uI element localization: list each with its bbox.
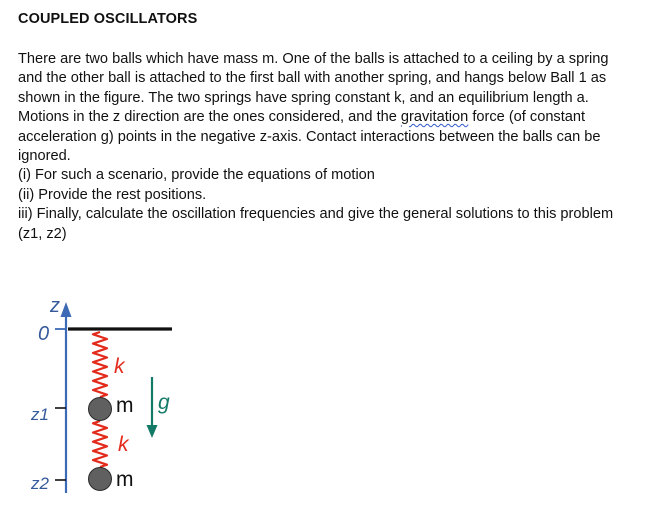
z1-label <box>30 405 49 424</box>
paragraph-line-5: acceleration g) points in the negative z-axis. Contact interactions between the balls can be <box>18 128 601 145</box>
paragraph-line-4-before: Motions in the z direction are the ones considered, and the <box>18 109 401 126</box>
paragraph-line-4-after: force (of constant <box>468 109 586 126</box>
task-3-line-2: (z1, z2) <box>18 225 67 242</box>
lower-ball <box>89 468 112 491</box>
lower-spring <box>93 421 107 467</box>
upper-spring <box>93 332 107 397</box>
upper-ball <box>89 398 112 421</box>
gravity-arrowhead <box>147 425 158 438</box>
origin-label: 0 <box>38 323 50 345</box>
task-2: (ii) Provide the rest positions. <box>18 186 207 203</box>
task-1: (i) For such a scenario, provide the equations of motion <box>18 167 375 184</box>
problem-statement <box>18 50 638 244</box>
z-axis-arrowhead <box>61 302 72 317</box>
z1-label-text: z1 <box>31 405 49 424</box>
paragraph-line-1: There are two balls which have mass m. One of the balls is attached to a ceiling by a spring <box>18 51 609 67</box>
paragraph-line-6: ignored. <box>18 148 71 165</box>
lower-mass-label: m <box>116 468 134 491</box>
z2-label <box>30 474 50 493</box>
gravity-label: g <box>158 391 170 414</box>
upper-spring-label: k <box>114 355 125 378</box>
oscillator-figure <box>0 286 240 511</box>
paragraph-line-4 <box>18 108 638 127</box>
document-title: COUPLED OSCILLATORS <box>18 11 198 27</box>
paragraph-line-2: and the other ball is attached to the first ball with another spring, and hangs below Ball 1 as <box>18 70 607 87</box>
z-axis-label: z <box>50 295 60 317</box>
paragraph-line-3: shown in the figure. The two springs have spring constant k, and an equilibrium length a. <box>18 89 589 106</box>
spellcheck-marked-word[interactable]: gravitation <box>400 109 469 126</box>
upper-mass-label: m <box>116 394 134 417</box>
lower-spring-label: k <box>118 433 129 456</box>
z2-label-text: z2 <box>31 474 49 493</box>
task-3-line-1: iii) Finally, calculate the oscillation frequencies and give the general solutions to this problem <box>18 206 614 223</box>
